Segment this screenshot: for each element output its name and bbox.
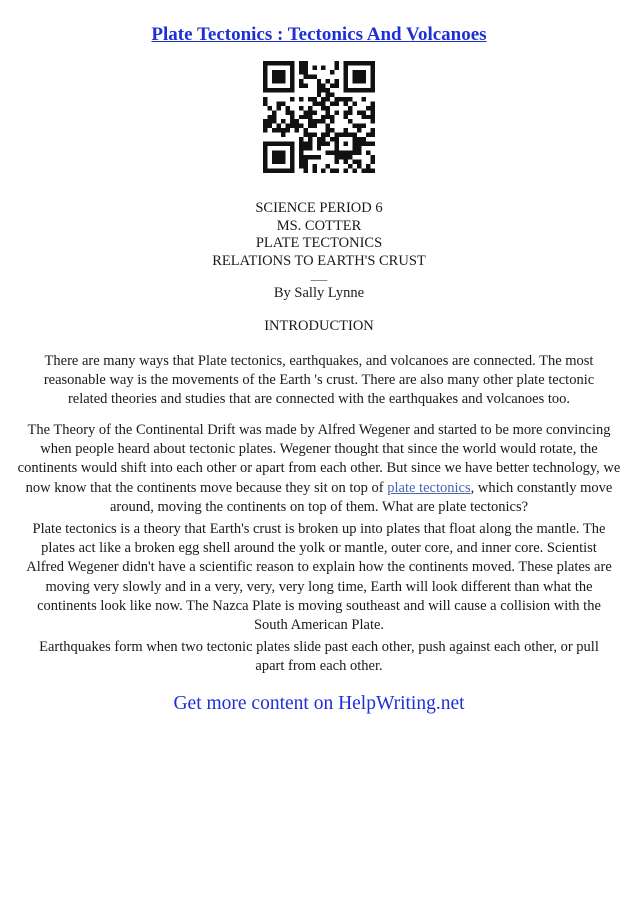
document-title[interactable]: Plate Tectonics : Tectonics And Volcanoes [151, 24, 487, 45]
separator: ___ [310, 270, 328, 282]
paragraph-2-text-a: The Theory of the Continental Drift was made by Alfred Wegener and started to be more convincing when people heard about tectonic plates. Wegener thought that since the world would rotate, the continents would shift into each other or apart from each other. But since we have better technology, we now know that the continents move because they sit on top of [17, 422, 621, 496]
paragraph-4: Earthquakes form when two tectonic plates slide past each other, push against each other, or pull apart from each other. [39, 639, 599, 675]
paragraph-2-text-b: , which constantly move around, moving the continents on top of them. What are plate tectonics? [109, 479, 613, 515]
teacher-name: MS. COTTER [276, 217, 362, 234]
section-heading: INTRODUCTION [264, 318, 374, 334]
class-header [0, 200, 638, 282]
subject-subtitle: RELATIONS TO EARTH'S CRUST [212, 252, 426, 269]
subject-title: PLATE TECTONICS [255, 235, 383, 251]
author-byline: By Sally Lynne [273, 285, 365, 301]
paragraph-3: Plate tectonics is a theory that Earth's crust is broken up into plates that float along the mantle. The plates act like a broken egg shell around the yolk or mantle, outer core, and inner core. Scientist Alfred Wegener didn't have a scientific reason to explain how the continents moved. These plates are moving very slowly and in a very, very, very long time, Earth will look different than what the continents look like now. The Nazca Plate is moving southeast and will cause a collision with the South American Plate. [26, 521, 612, 634]
paragraph-1: There are many ways that Plate tectonics, earthquakes, and volcanoes are connected. The most reasonable way is the movements of the Earth 's crust. There are also many other plate tectonic related theories and studies that are connected with the earthquakes and volcanoes too. [43, 353, 595, 408]
class-period: SCIENCE PERIOD 6 [255, 200, 383, 216]
paragraph-2 [12, 421, 626, 517]
qr-code-icon [263, 61, 375, 173]
plate-tectonics-link[interactable]: plate tectonics [387, 479, 471, 496]
helpwriting-link[interactable]: Get more content on HelpWriting.net [173, 693, 465, 714]
